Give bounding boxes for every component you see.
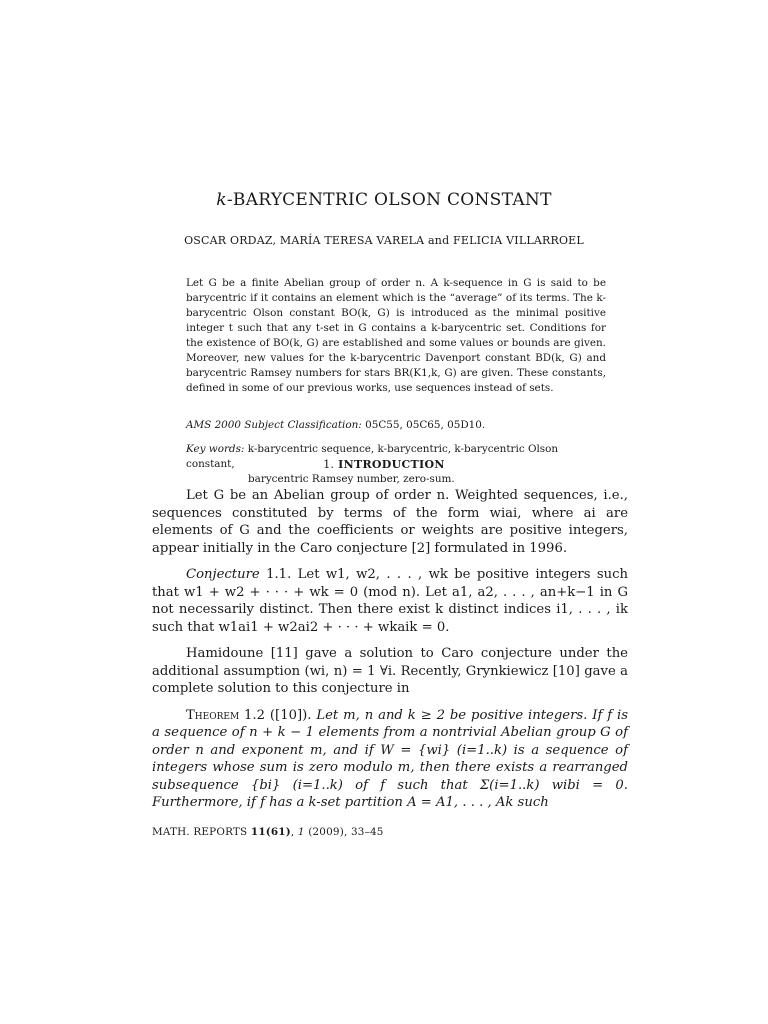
author-list [0,234,768,247]
ams-label: AMS 2000 Subject Classification: [186,419,362,431]
footer-volume: 11(61) [250,826,291,838]
footer-journal: MATH. REPORTS [152,826,248,838]
keywords-label: Key words: [186,443,245,455]
footer-issue: 1 [297,826,305,838]
authors-and: and [428,234,450,247]
title-text: -BARYCENTRIC OLSON CONSTANT [226,190,552,210]
conjecture-number: 1.1. [266,567,292,582]
keywords-line1: k-barycentric sequence, k-barycentric, k-barycentric Olson constant, [186,443,559,470]
authors-last: FELICIA VILLARROEL [453,234,584,247]
paper-title [0,190,768,210]
body-text [152,487,628,821]
paragraph-intro: Let G be an Abelian group of order n. Weighted sequences, i.e., sequences constituted by terms of the form wiai, where ai are elements of G and the coefficients or weights are positive integers, appear initially in the Caro conjecture [2] formulated in 1996. [152,488,628,556]
theorem-text: Let m, n and k ≥ 2 be positive integers. If f is a sequence of n + k − 1 elements from a nontrivial Abelian group G of order n and exponent m, and if W = {wi} (i=1..k) is a sequence of integers whose sum is zero modulo m, then there exists a rearranged subsequence {bi} (i=1..k) of f such that Σ(i=1..k) wibi = 0. Furthermore, if f has a k-set partition A = A1, . . . , Ak such [152,707,628,810]
paragraph-hamidoune: Hamidoune [11] gave a solution to Caro conjecture under the additional assumption (wi, n) = 1 ∀i. Recently, Grynkiewicz [10] gave a complete solution to this conjecture in [152,646,628,696]
abstract [186,276,606,396]
section-heading [0,458,768,471]
abstract-text: Let G be a finite Abelian group of order n. A k-sequence in G is said to be barycentric if it contains an element which is the “average” of its terms. The k-barycentric Olson constant BO(k, G) is introduced as the minimal positive integer t such that any t-set in G contains a k-barycentric set. Conditions for the existence of BO(k, G) are established and some values or bounds are given. Moreover, new values for the k-barycentric Davenport constant BD(k, G) and barycentric Ramsey numbers for stars BR(K1,k, G) are given. These constants, defined in some of our previous works, use sequences instead of sets. [186,277,606,394]
ams-classification [186,418,606,433]
theorem-number: 1.2 ([10]). [244,707,312,723]
footer-rest: (2009), 33–45 [308,826,384,838]
ams-value: 05C55, 05C65, 05D10. [365,419,486,431]
section-title-text: INTRODUCTION [338,458,445,471]
conjecture-block [152,566,628,636]
conjecture-text: Let w1, w2, . . . , wk be positive integers such that w1 + w2 + · · · + wk = 0 (mod n). Let a1, a2, . . . , an+k−1 in G not necessarily distinct. Then there exist k distinct indices i1, . . . , ik such that w1ai1 + w2ai2 + · · · + wkaik = 0. [152,567,628,635]
theorem-block [152,707,628,812]
theorem-label: Theorem [186,707,240,723]
keywords-line2: barycentric Ramsey number, zero-sum. [248,473,455,485]
authors-main: OSCAR ORDAZ, MARÍA TERESA VARELA [184,234,425,247]
title-variable: k [216,190,227,210]
journal-footer: MATH. REPORTS 11(61), 1 (2009), 33–45 [152,826,384,838]
conjecture-label: Conjecture [186,567,260,582]
section-number: 1. [323,458,335,471]
